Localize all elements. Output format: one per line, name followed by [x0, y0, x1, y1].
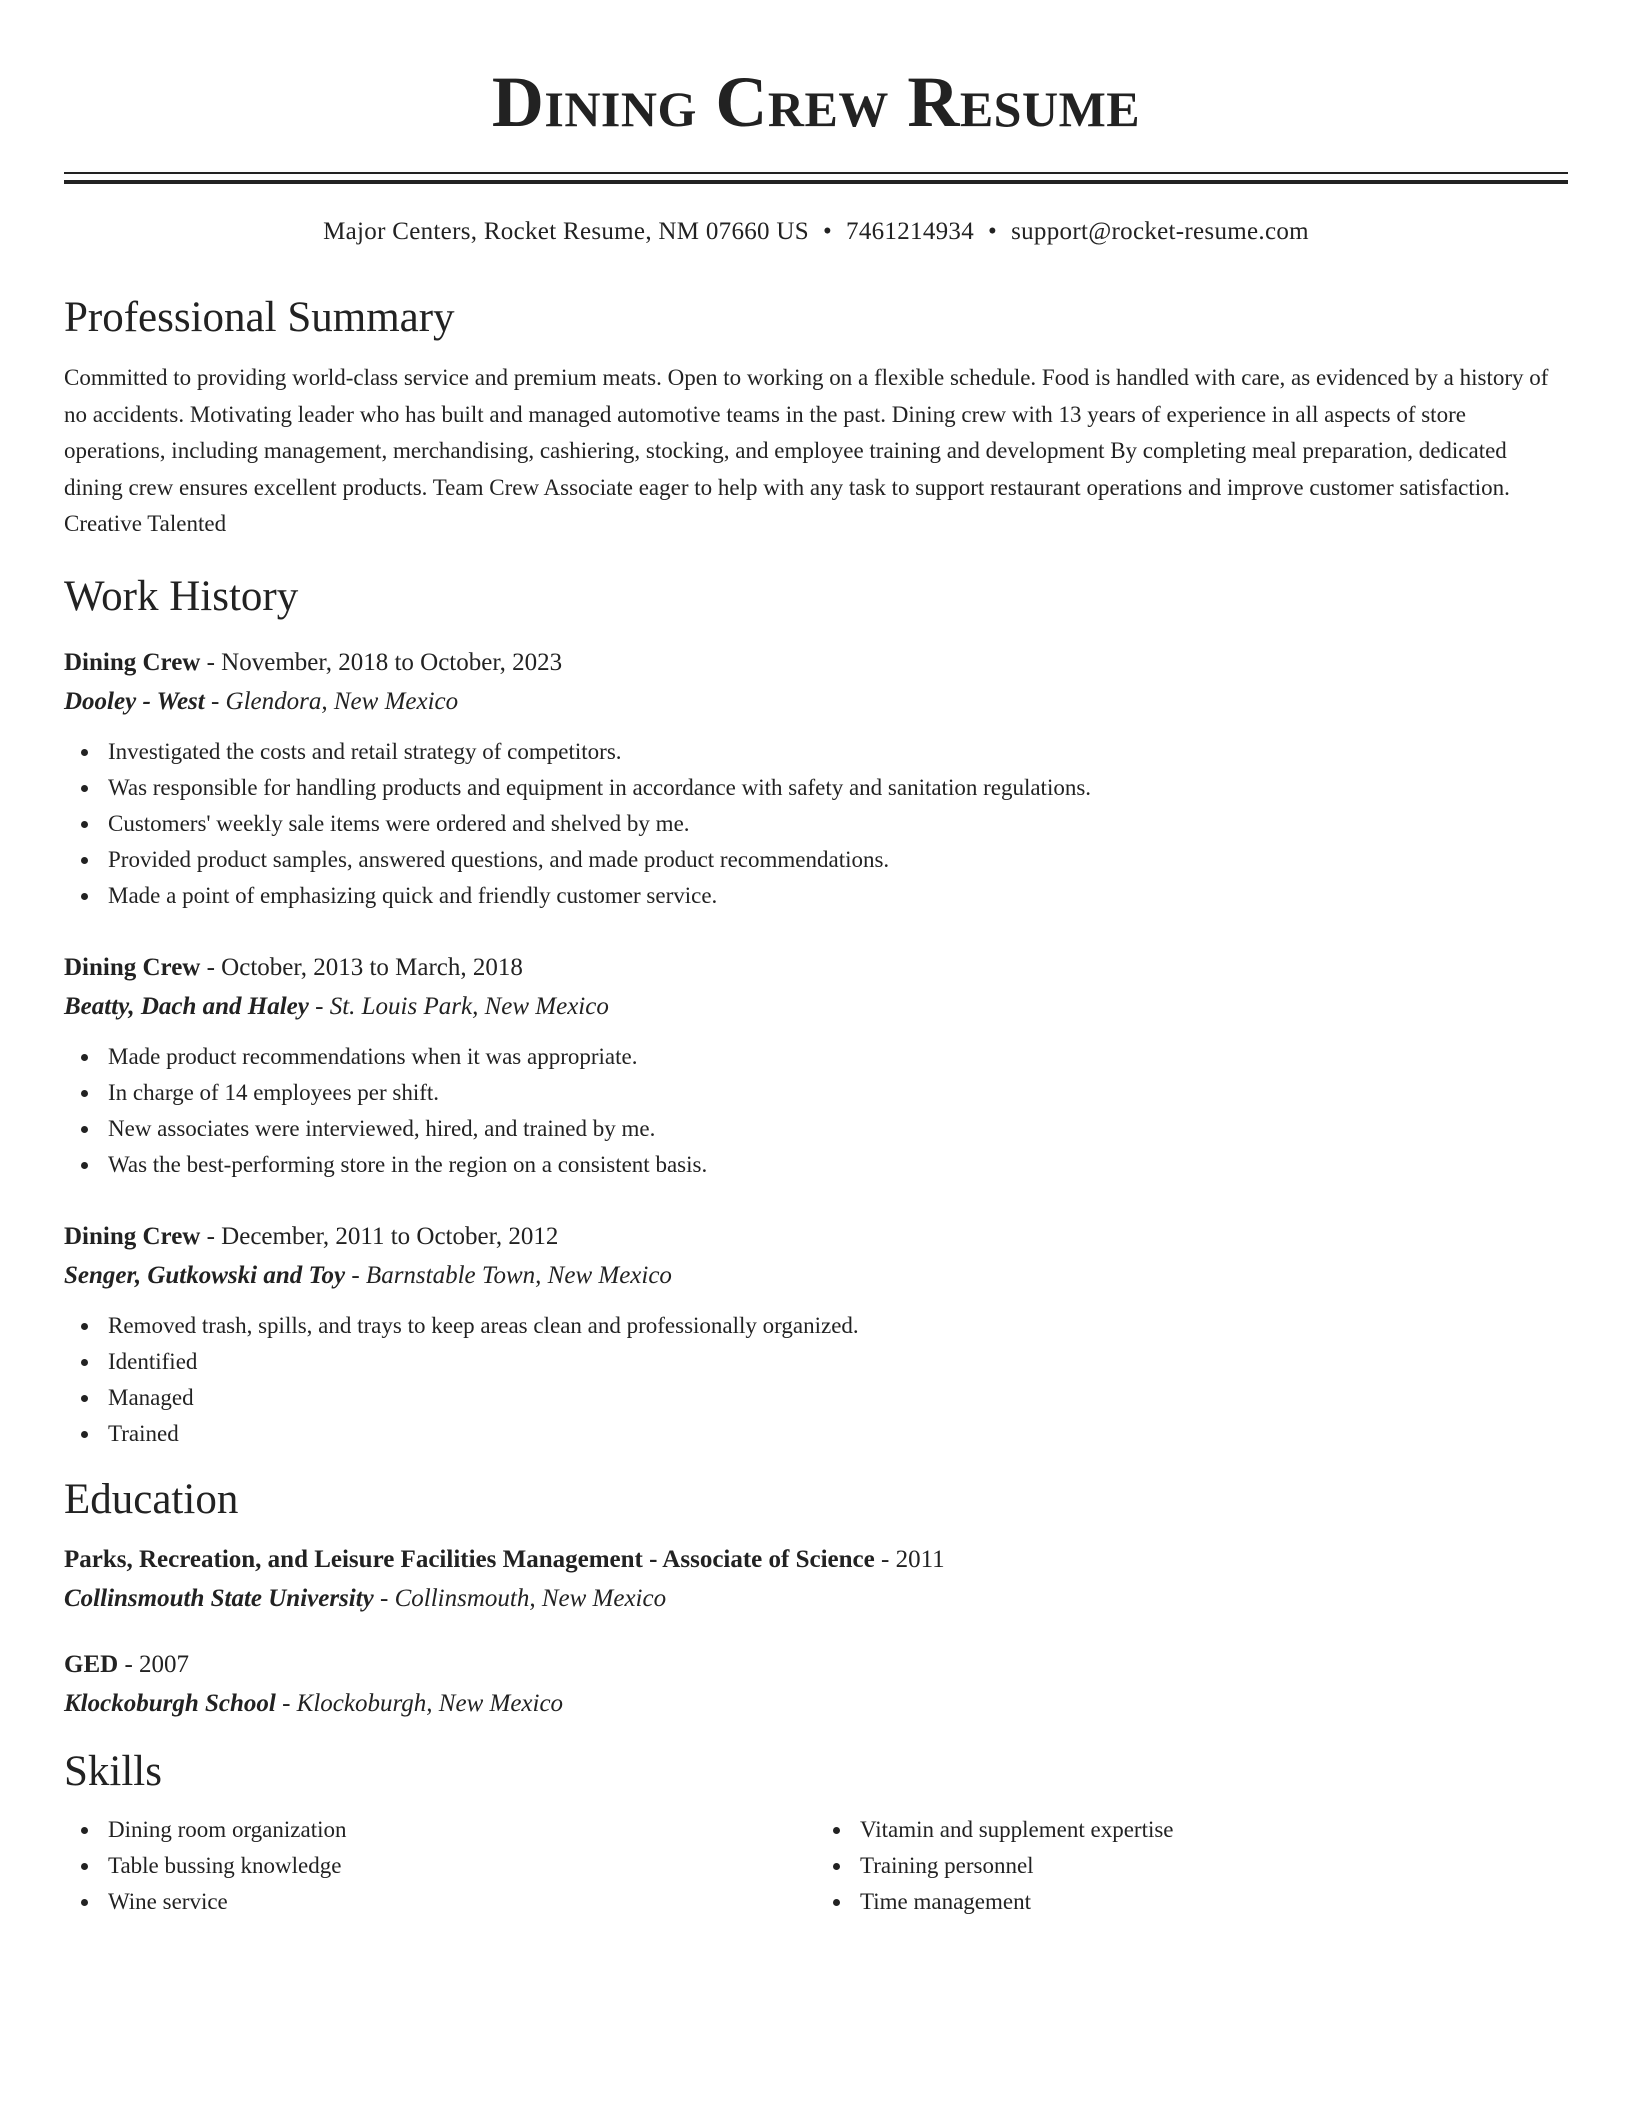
- bullet-icon: [81, 857, 88, 864]
- title-double-rule: [64, 172, 1568, 184]
- list-item: [108, 770, 1568, 806]
- skill-text: Time management: [860, 1888, 1031, 1914]
- list-item: [108, 1075, 1568, 1111]
- bullet-icon: [81, 1863, 88, 1870]
- job-role-line: [64, 645, 1568, 681]
- summary-heading: Professional Summary: [64, 294, 455, 341]
- job-employer-line: [64, 989, 1568, 1025]
- education-school-line: [64, 1686, 1568, 1722]
- job-dates: - November, 2018 to October, 2023: [200, 648, 563, 676]
- job-employer: Senger, Gutkowski and Toy: [64, 1261, 346, 1289]
- contact-phone: 7461214934: [846, 218, 975, 245]
- contact-separator: •: [822, 218, 833, 245]
- bullet-icon: [833, 1863, 840, 1870]
- job-role-line: [64, 950, 1568, 986]
- bullet-icon: [81, 1899, 88, 1906]
- education-entry: [64, 1542, 1568, 1617]
- contact-line: [64, 216, 1568, 248]
- education-degree: GED: [64, 1650, 119, 1678]
- list-item-text: Made a point of emphasizing quick and friendly customer service.: [108, 882, 718, 908]
- list-item: [108, 1416, 1568, 1452]
- list-item-text: Investigated the costs and retail strategy of competitors.: [108, 738, 622, 764]
- job-dates: - December, 2011 to October, 2012: [200, 1222, 559, 1250]
- education-school-line: [64, 1581, 1568, 1617]
- bullet-icon: [81, 1090, 88, 1097]
- skill-text: Training personnel: [860, 1852, 1034, 1878]
- job-role: Dining Crew: [64, 648, 201, 676]
- skill-item: [108, 1812, 816, 1848]
- list-item: [108, 1380, 1568, 1416]
- list-item-text: Customers' weekly sale items were ordered and shelved by me.: [108, 810, 690, 836]
- job-employer-line: [64, 1258, 1568, 1294]
- list-item-text: Identified: [108, 1348, 198, 1374]
- list-item-text: Was the best-performing store in the region on a consistent basis.: [108, 1151, 708, 1177]
- resume-title: Dining Crew Resume: [491, 62, 1141, 142]
- contact-address: Major Centers, Rocket Resume, NM 07660 US: [323, 218, 809, 245]
- bullet-icon: [81, 893, 88, 900]
- list-item: [108, 1147, 1568, 1183]
- list-item-text: In charge of 14 employees per shift.: [108, 1079, 440, 1105]
- job-duties-list: [64, 734, 1568, 914]
- contact-email: support@rocket-resume.com: [1011, 218, 1309, 245]
- list-item-text: Made product recommendations when it was appropriate.: [108, 1043, 638, 1069]
- list-item: [108, 806, 1568, 842]
- skill-item: [860, 1884, 1568, 1920]
- skill-text: Dining room organization: [108, 1816, 347, 1842]
- list-item-text: Managed: [108, 1384, 194, 1410]
- education-degree: Parks, Recreation, and Leisure Facilities Management - Associate of Science: [64, 1545, 875, 1573]
- skill-text: Table bussing knowledge: [108, 1852, 342, 1878]
- skill-text: Wine service: [108, 1888, 228, 1914]
- job-role: Dining Crew: [64, 1222, 201, 1250]
- skill-item: [860, 1848, 1568, 1884]
- list-item-text: Was responsible for handling products and equipment in accordance with safety and sanitation regulations.: [108, 774, 1092, 800]
- skills-list-left: [64, 1812, 816, 1920]
- bullet-icon: [81, 821, 88, 828]
- job-duties-list: [64, 1308, 1568, 1452]
- list-item: [108, 842, 1568, 878]
- bullet-icon: [833, 1899, 840, 1906]
- education-location: - Klockoburgh, New Mexico: [275, 1689, 564, 1717]
- education-school: Klockoburgh School: [64, 1689, 276, 1717]
- list-item: [108, 734, 1568, 770]
- skills-columns: [64, 1812, 1568, 1920]
- job-dates: - October, 2013 to March, 2018: [200, 953, 523, 981]
- skills-heading: Skills: [64, 1747, 162, 1795]
- bullet-icon: [81, 1054, 88, 1061]
- education-school: Collinsmouth State University: [64, 1584, 374, 1612]
- education-location: - Collinsmouth, New Mexico: [373, 1584, 667, 1612]
- job-employer: Beatty, Dach and Haley: [64, 992, 309, 1020]
- education-degree-line: [64, 1542, 1568, 1578]
- bullet-icon: [81, 1431, 88, 1438]
- bullet-icon: [81, 749, 88, 756]
- bullet-icon: [81, 1827, 88, 1834]
- list-item: [108, 1039, 1568, 1075]
- job-entry: [64, 1219, 1568, 1452]
- bullet-icon: [81, 1162, 88, 1169]
- skill-item: [108, 1848, 816, 1884]
- list-item: [108, 1344, 1568, 1380]
- skill-text: Vitamin and supplement expertise: [860, 1816, 1174, 1842]
- list-item: [108, 1308, 1568, 1344]
- skill-item: [108, 1884, 816, 1920]
- job-employer: Dooley - West: [64, 687, 205, 715]
- list-item-text: Trained: [108, 1420, 179, 1446]
- job-location: - St. Louis Park, New Mexico: [308, 992, 609, 1020]
- contact-separator: •: [988, 218, 998, 245]
- list-item: [108, 878, 1568, 914]
- list-item: [108, 1111, 1568, 1147]
- job-role: Dining Crew: [64, 953, 201, 981]
- skills-list-right: [816, 1812, 1568, 1920]
- education-heading: Education: [64, 1475, 239, 1523]
- bullet-icon: [81, 1395, 88, 1402]
- job-location: - Glendora, New Mexico: [204, 687, 459, 715]
- bullet-icon: [81, 1323, 88, 1330]
- education-year: - 2007: [118, 1650, 190, 1678]
- bullet-icon: [81, 1359, 88, 1366]
- job-location: - Barnstable Town, New Mexico: [345, 1261, 672, 1289]
- summary-text: Committed to providing world-class service and premium meats. Open to working on a flexible schedule. Food is handled with care, as evidenced by a history of no accidents. Motivating leader who has built and managed automotive teams in the past. Dining crew with 13 years of experience in all aspects of store operations, including management, merchandising, cashiering, stocking, and employee training and development By completing meal preparation, dedicated dining crew ensures excellent products. Team Crew Associate eager to help with any task to support restaurant operations and improve customer satisfaction. Creative Talented: [64, 365, 1549, 536]
- job-role-line: [64, 1219, 1568, 1255]
- job-employer-line: [64, 684, 1568, 720]
- list-item-text: New associates were interviewed, hired, and trained by me.: [108, 1115, 656, 1141]
- job-entry: [64, 645, 1568, 914]
- skill-item: [860, 1812, 1568, 1848]
- education-degree-line: [64, 1647, 1568, 1683]
- education-year: - 2011: [874, 1545, 945, 1573]
- list-item-text: Removed trash, spills, and trays to keep areas clean and professionally organized.: [108, 1312, 859, 1338]
- bullet-icon: [81, 785, 88, 792]
- work-history-heading: Work History: [64, 572, 299, 620]
- bullet-icon: [81, 1126, 88, 1133]
- job-duties-list: [64, 1039, 1568, 1183]
- education-entry: [64, 1647, 1568, 1722]
- job-entry: [64, 950, 1568, 1183]
- list-item-text: Provided product samples, answered questions, and made product recommendations.: [108, 846, 890, 872]
- bullet-icon: [833, 1827, 840, 1834]
